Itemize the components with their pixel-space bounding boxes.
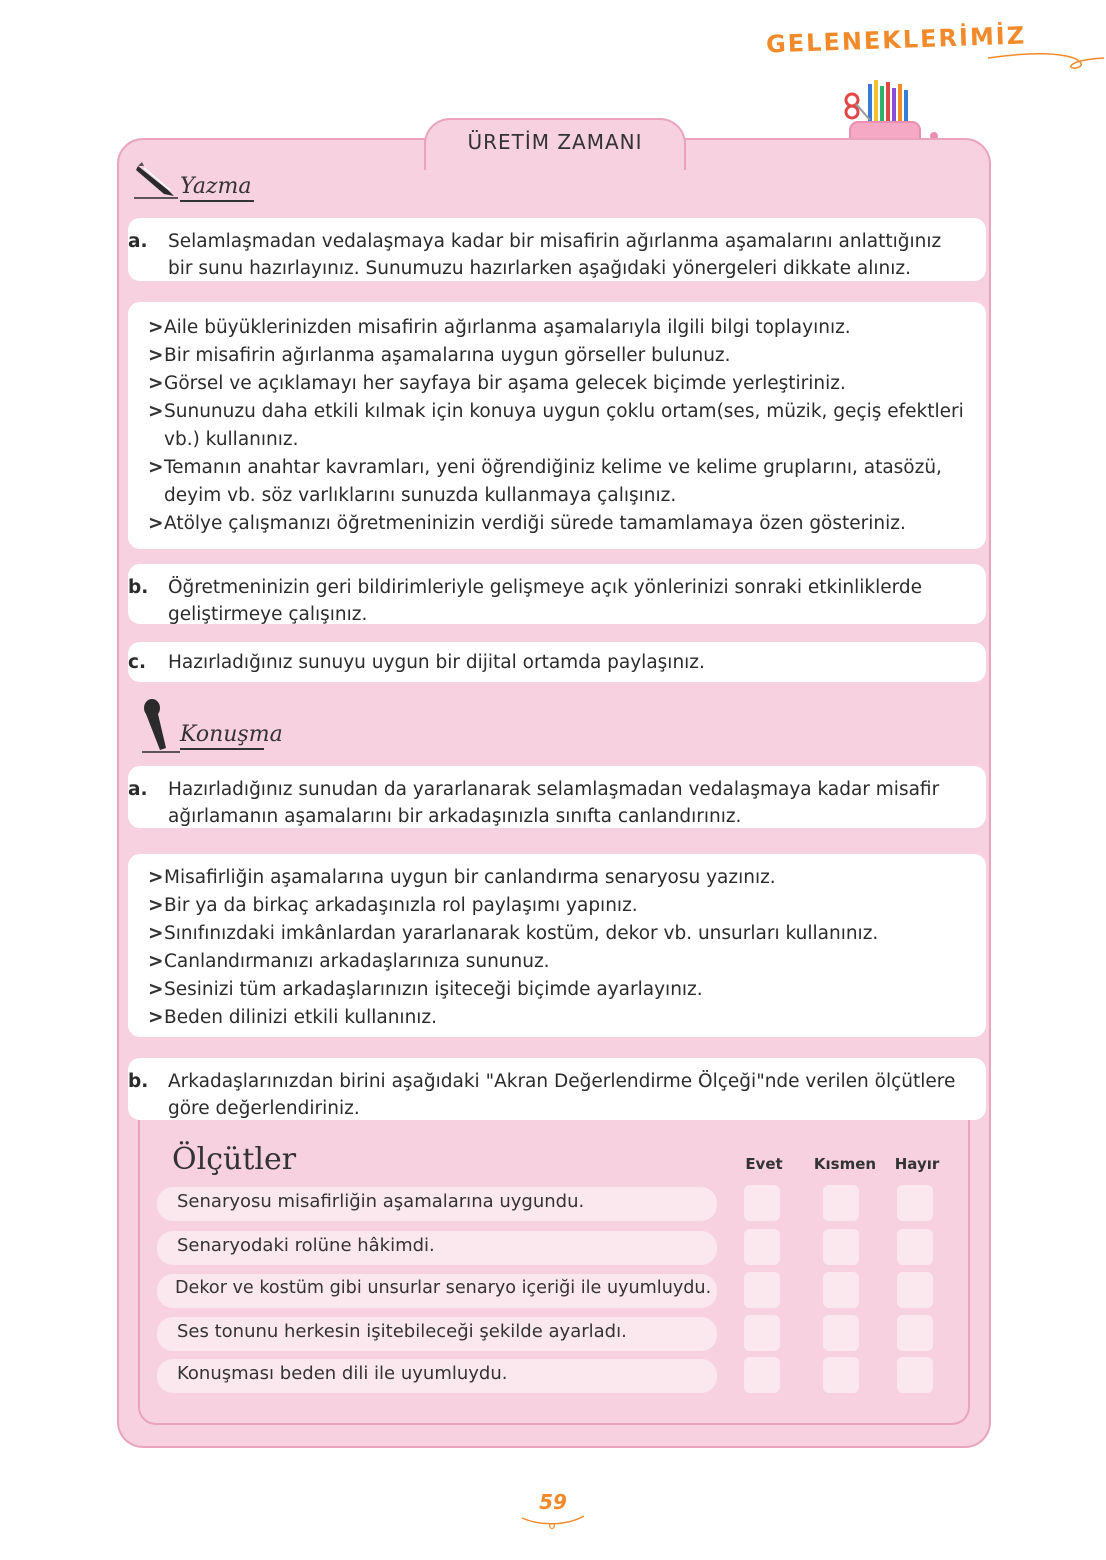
criterion-row: Dekor ve kostüm gibi unsurlar senaryo içeriği ile uyumluydu. <box>157 1274 717 1308</box>
checkbox-evet[interactable] <box>744 1185 780 1221</box>
checkbox-hayir[interactable] <box>897 1357 933 1393</box>
list-item: > Sununuzu daha etkili kılmak için konuya uygun çoklu ortam(ses, müzik, geçiş efektleri vb.) kullanınız. <box>148 398 968 454</box>
checkbox-evet[interactable] <box>744 1315 780 1351</box>
konusma-instructions <box>128 854 986 1037</box>
checkbox-kismen[interactable] <box>823 1229 859 1265</box>
yazma-instructions <box>128 302 986 549</box>
microphone-icon <box>140 698 180 754</box>
list-item: > Bir misafirin ağırlanma aşamalarına uygun görseller bulunuz. <box>148 342 968 370</box>
column-header-kismen: Kısmen <box>813 1155 877 1173</box>
list-item: > Beden dilinizi etkili kullanınız. <box>148 1004 968 1032</box>
decorative-swirl-icon <box>986 44 1106 74</box>
checkbox-evet[interactable] <box>744 1357 780 1393</box>
yazma-task-a <box>128 218 986 281</box>
evaluation-title: Ölçütler <box>172 1142 297 1177</box>
list-item: > Bir ya da birkaç arkadaşınızla rol paylaşımı yapınız. <box>148 892 968 920</box>
task-letter: a. <box>128 231 148 252</box>
page-number: 59 <box>539 1490 567 1514</box>
konusma-task-a <box>128 766 986 828</box>
task-text: Hazırladığınız sunuyu uygun bir dijital ortamda paylaşınız. <box>168 652 705 673</box>
yazma-task-b <box>128 564 986 624</box>
task-text: Hazırladığınız sunudan da yararlanarak selamlaşmadan vedalaşmaya kadar misafir ağırlamanın aşamalarını bir arkadaşınızla sınıfta canlandırınız. <box>168 779 940 827</box>
column-header-evet: Evet <box>745 1155 783 1173</box>
criterion-row: Senaryodaki rolüne hâkimdi. <box>157 1231 717 1265</box>
checkbox-hayir[interactable] <box>897 1185 933 1221</box>
list-item: > Canlandırmanızı arkadaşlarınıza sununuz. <box>148 948 968 976</box>
list-item: > Atölye çalışmanızı öğretmeninizin verdiği sürede tamamlamaya özen gösteriniz. <box>148 510 968 538</box>
task-letter: c. <box>128 652 146 673</box>
criterion-row: Konuşması beden dili ile uyumluydu. <box>157 1359 717 1393</box>
checkbox-evet[interactable] <box>744 1229 780 1265</box>
pencil-icon <box>134 160 178 200</box>
checkbox-kismen[interactable] <box>823 1272 859 1308</box>
task-text: Arkadaşlarınızdan birini aşağıdaki "Akran Değerlendirme Ölçeği"nde verilen ölçütlere göre değerlendiriniz. <box>168 1071 956 1119</box>
list-item: > Temanın anahtar kavramları, yeni öğrendiğiniz kelime ve kelime gruplarını, atasözü, deyim vb. söz varlıklarını sunuzda kullanmaya çalışınız. <box>148 454 968 510</box>
task-text: Öğretmeninizin geri bildirimleriyle gelişmeye açık yönlerinizi sonraki etkinliklerde geliştirmeye çalışınız. <box>168 577 923 625</box>
konusma-heading: Konuşma <box>180 722 264 750</box>
task-text: Selamlaşmadan vedalaşmaya kadar bir misafirin ağırlanma aşamalarını anlattığınız bir sunu hazırlayınız. Sunumuzu hazırlarken aşağıdaki yönergeleri dikkate alınız. <box>168 231 942 279</box>
yazma-task-c <box>128 642 986 682</box>
list-item: > Sınıfınızdaki imkânlardan yararlanarak kostüm, dekor vb. unsurları kullanınız. <box>148 920 968 948</box>
unit-title: GELENEKLERİMİZ <box>765 21 1027 59</box>
list-item: > Sesinizi tüm arkadaşlarınızın işiteceği biçimde ayarlayınız. <box>148 976 968 1004</box>
checkbox-kismen[interactable] <box>823 1185 859 1221</box>
checkbox-hayir[interactable] <box>897 1272 933 1308</box>
checkbox-hayir[interactable] <box>897 1229 933 1265</box>
section-tab-label: ÜRETİM ZAMANI <box>467 130 643 154</box>
checkbox-hayir[interactable] <box>897 1315 933 1351</box>
criterion-row: Senaryosu misafirliğin aşamalarına uygundu. <box>157 1187 717 1221</box>
task-letter: b. <box>128 577 149 598</box>
criterion-row: Ses tonunu herkesin işitebileceği şekilde ayarladı. <box>157 1317 717 1351</box>
checkbox-kismen[interactable] <box>823 1357 859 1393</box>
checkbox-kismen[interactable] <box>823 1315 859 1351</box>
task-letter: b. <box>128 1071 149 1092</box>
checkbox-evet[interactable] <box>744 1272 780 1308</box>
list-item: > Aile büyüklerinizden misafirin ağırlanma aşamalarıyla ilgili bilgi toplayınız. <box>148 314 968 342</box>
konusma-task-b <box>128 1058 986 1120</box>
page-number-swirl-icon <box>520 1512 586 1532</box>
list-item: > Misafirliğin aşamalarına uygun bir canlandırma senaryosu yazınız. <box>148 864 968 892</box>
column-header-hayir: Hayır <box>894 1155 940 1173</box>
list-item: > Görsel ve açıklamayı her sayfaya bir aşama gelecek biçimde yerleştiriniz. <box>148 370 968 398</box>
task-letter: a. <box>128 779 148 800</box>
yazma-heading: Yazma <box>180 174 254 202</box>
